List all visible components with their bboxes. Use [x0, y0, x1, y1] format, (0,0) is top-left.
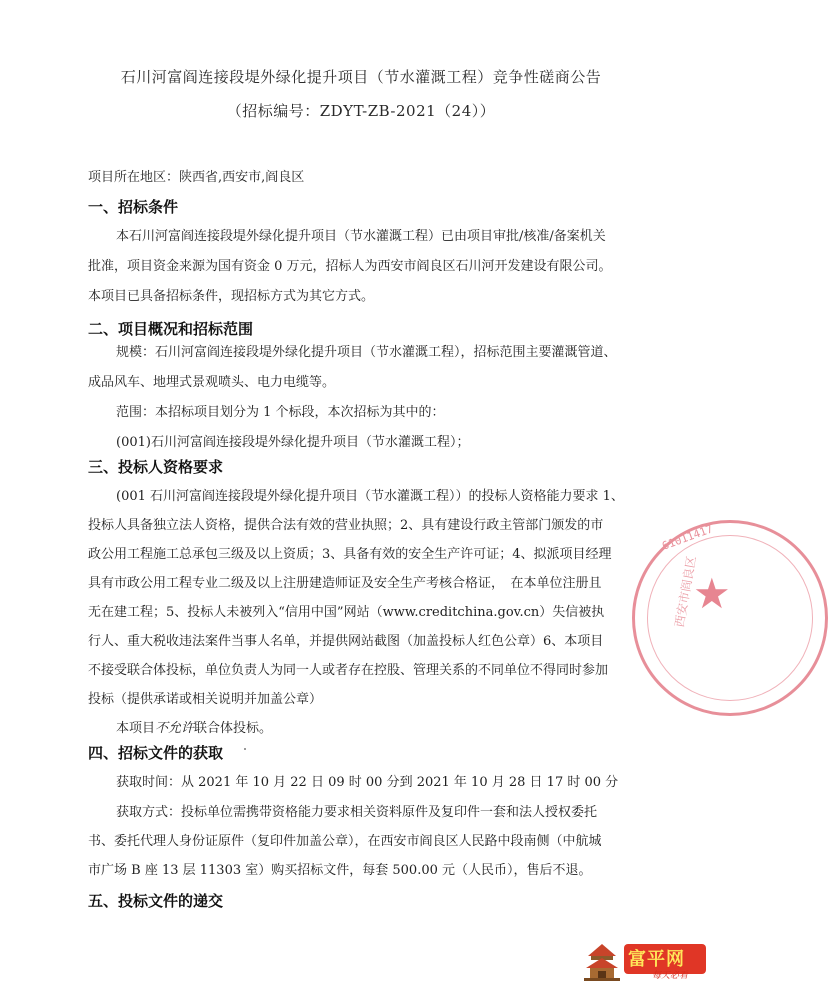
section-3-note: [116, 714, 636, 744]
section-heading-3: 三、投标人资格要求: [88, 458, 224, 476]
logo-subtitle: 每天必看: [652, 971, 689, 981]
project-region: 项目所在地区：陕西省,西安市,阎良区: [88, 170, 305, 185]
note-prefix: 本项目: [116, 721, 156, 736]
pagoda-icon: [582, 942, 622, 982]
section-2-paragraph: (001)石川河富阎连接段堤外绿化提升项目（节水灌溉工程）；: [116, 435, 470, 450]
section-4-paragraph: 市广场 B 座 13 层 11303 室）购买招标文件，每套 500.00 元（人民币），售后不退。: [88, 863, 592, 878]
section-3-paragraph: 政公用工程施工总承包三级及以上资质；3、具备有效的安全生产许可证；4、拟派项目经理: [88, 547, 612, 562]
section-2-paragraph: 成品风车、地埋式景观喷头、电力电缆等。: [88, 375, 336, 390]
section-3-paragraph: 行人、重大税收违法案件当事人名单，并提供网站截图（加盖投标人红色公章）6、本项目: [88, 634, 604, 649]
section-3-paragraph: 不接受联合体投标，单位负责人为同一人或者存在控股、管理关系的不同单位不得同时参加: [88, 663, 609, 678]
logo-title: 富平网: [628, 949, 685, 970]
section-4-paragraph: 获取方式：投标单位需携带资格能力要求相关资料原件及复印件一套和法人授权委托: [116, 805, 598, 820]
seal-text: 西安市阎良区: [672, 554, 699, 629]
section-1-paragraph: 本石川河富阎连接段堤外绿化提升项目（节水灌溉工程）已由项目审批/核准/备案机关: [116, 229, 606, 244]
seal-code: 61011417: [660, 522, 715, 553]
section-2-paragraph: 规模：石川河富阎连接段堤外绿化提升项目（节水灌溉工程），招标范围主要灌溉管道、: [116, 345, 617, 360]
note-emphasis: 不允许: [155, 721, 195, 736]
section-4-paragraph: 书、委托代理人身份证原件（复印件加盖公章），在西安市阎良区人民路中段南侧（中航城: [88, 834, 602, 849]
section-3-paragraph: 具有市政公用工程专业二级及以上注册建造师证及安全生产考核合格证， 在本单位注册且: [88, 576, 602, 591]
section-heading-2: 二、项目概况和招标范围: [88, 320, 254, 338]
section-1-paragraph: 批准，项目资金来源为国有资金 0 万元，招标人为西安市阎良区石川河开发建设有限公司。: [88, 259, 612, 274]
section-heading-5: 五、投标文件的递交: [88, 892, 224, 910]
section-1-paragraph: 本项目已具备招标条件，现招标方式为其它方式。: [88, 289, 375, 304]
bid-number: （招标编号：ZDYT-ZB-2021（24））: [226, 102, 496, 120]
section-3-paragraph: 投标（提供承诺或相关说明并加盖公章）: [88, 692, 323, 707]
document-title: 石川河富阎连接段堤外绿化提升项目（节水灌溉工程）竞争性磋商公告: [120, 68, 602, 86]
watermark-logo: [582, 940, 710, 986]
scan-speck: [244, 748, 246, 750]
section-4-paragraph: 获取时间：从 2021 年 10 月 22 日 09 时 00 分到 2021 年 10 月 28 日 17 时 00 分: [116, 775, 619, 790]
section-heading-1: 一、招标条件: [88, 198, 179, 216]
section-3-paragraph: 投标人具备独立法人资格，提供合法有效的营业执照；2、具有建设行政主管部门颁发的市: [88, 518, 604, 533]
official-seal: [632, 520, 828, 716]
note-suffix: 联合体投标。: [194, 721, 273, 736]
seal-star-icon: ★: [693, 569, 731, 618]
section-3-paragraph: 无在建工程；5、投标人未被列入“信用中国”网站（www.creditchina.gov.cn）失信被执: [88, 605, 605, 620]
section-3-paragraph: (001 石川河富阎连接段堤外绿化提升项目（节水灌溉工程））的投标人资格能力要求 1、: [116, 489, 624, 504]
section-2-paragraph: 范围：本招标项目划分为 1 个标段，本次招标为其中的：: [116, 405, 445, 420]
section-heading-4: 四、招标文件的获取: [88, 744, 224, 762]
